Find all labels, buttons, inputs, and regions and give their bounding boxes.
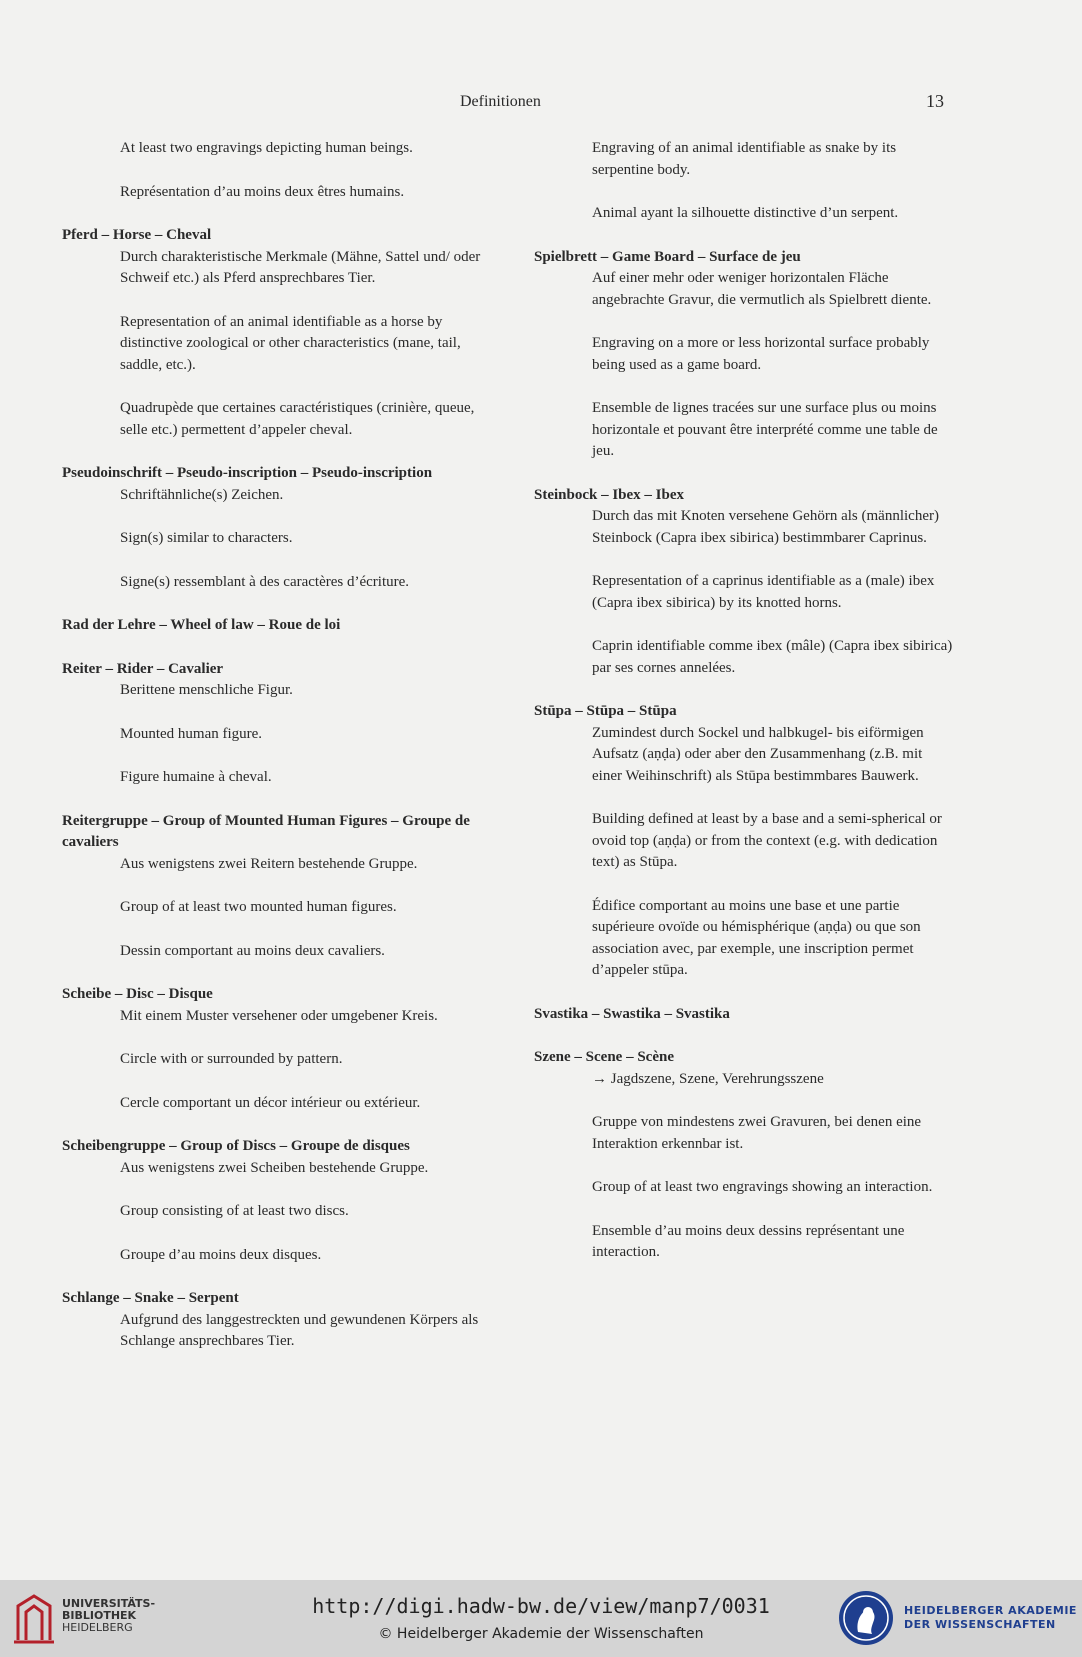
definition-text: Caprin identifiable comme ibex (mâle) (Capra ibex sibirica) par ses cornes annelées. — [592, 638, 953, 676]
entry-term: Pseudoinschrift – Pseudo-inscription – Pseudo-inscription — [62, 465, 433, 481]
definition-text: Zumindest durch Sockel und halbkugel- bis eiförmigen Aufsatz (aṇḍa) oder aber den Zusammenhang (z.B. mit einer Weihinschrift) als Stūpa bestimmbares Bauwerk. — [592, 724, 924, 784]
definition-text: Group of at least two engravings showing an interaction. — [592, 1179, 933, 1195]
glossary-entry — [534, 1004, 954, 1026]
definition-text: Animal ayant la silhouette distinctive d’un serpent. — [592, 205, 899, 221]
entry-term: Spielbrett – Game Board – Surface de jeu — [534, 248, 801, 265]
entry-term: Scheibengruppe – Group of Discs – Groupe de disques — [62, 1138, 410, 1154]
glossary-entry — [62, 811, 492, 963]
glossary-entry — [534, 1047, 954, 1264]
glossary-entry — [534, 701, 954, 982]
definition-text: Gruppe von mindestens zwei Gravuren, bei denen eine Interaktion erkennbar ist. — [592, 1114, 922, 1152]
definition-text: Durch das mit Knoten versehene Gehörn als (männlicher) Steinbock (Capra ibex sibirica) bestimmbarer Caprinus. — [592, 508, 939, 546]
academy-name: HEIDELBERGER AKADEMIE DER WISSENSCHAFTEN — [904, 1604, 1077, 1631]
definition-text: Durch charakteristische Merkmale (Mähne, Sattel und/ oder Schweif etc.) als Pferd ansprechbares Tier. — [120, 248, 481, 286]
definition-text: Mit einem Muster versehener oder umgebener Kreis. — [120, 1007, 438, 1024]
copyright-notice: © Heidelberger Akademie der Wissenschaften — [378, 1626, 704, 1642]
definition-text: Groupe d’au moins deux disques. — [120, 1246, 322, 1263]
definition-text: Édifice comportant au moins une base et une partie supérieure ovoïde ou hémisphérique (aṇḍa) ou que son association avec, par exemple, une inscription permet d’appeler stūpa. — [592, 897, 921, 978]
entry-term: Reitergruppe – Group of Mounted Human Figures – Groupe de cavaliers — [62, 812, 470, 850]
entry-term: Svastika – Swastika – Svastika — [534, 1005, 730, 1022]
page-number: 13 — [926, 91, 944, 111]
definition-text: Quadrupède que certaines caractéristiques (crinière, queue, selle etc.) permettent d’appeler cheval. — [120, 400, 475, 438]
entry-term: Steinbock – Ibex – Ibex — [534, 486, 685, 503]
definition-text: Figure humaine à cheval. — [120, 769, 272, 785]
definition-text: Representation of an animal identifiable as a horse by distinctive zoological or other characteristics (mane, tail, saddle, etc.). — [120, 313, 461, 373]
glossary-entry — [62, 659, 492, 789]
glossary-entry — [62, 984, 492, 1114]
definition-text: Aus wenigstens zwei Scheiben bestehende Gruppe. — [120, 1159, 429, 1176]
glossary-entry — [62, 1136, 492, 1266]
entry-term: Scheibe – Disc – Disque — [62, 986, 213, 1002]
definition-text: Dessin comportant au moins deux cavaliers. — [120, 942, 385, 959]
definition-text: Signe(s) ressemblant à des caractères d’écriture. — [120, 573, 410, 590]
cross-reference: → Jagdszene, Szene, Verehrungsszene — [592, 1069, 954, 1091]
definition-text: Engraving of an animal identifiable as snake by its serpentine body. — [592, 140, 897, 178]
glossary-entry — [534, 485, 954, 680]
definition-text: At least two engravings depicting human beings. — [120, 140, 413, 156]
definition-text: Mounted human figure. — [120, 725, 263, 742]
glossary-entry — [62, 1288, 492, 1353]
glossary-entry — [534, 247, 954, 463]
glossary-entry — [62, 225, 492, 441]
definition-text: Building defined at least by a base and a semi-spherical or ovoid top (aṇḍa) or from the context (e.g. with dedication text) as Stūpa. — [592, 811, 942, 870]
document-url-link[interactable]: http://digi.hadw-bw.de/view/manp7/0031 — [312, 1594, 770, 1618]
definition-text: Sign(s) similar to characters. — [120, 530, 293, 546]
definition-text: Ensemble de lignes tracées sur une surface plus ou moins horizontale et pouvant être interprété comme une table de jeu. — [592, 400, 938, 459]
entry-term: Schlange – Snake – Serpent — [62, 1290, 239, 1306]
definition-text: Aus wenigstens zwei Reitern bestehende Gruppe. — [120, 855, 418, 872]
definition-text: Auf einer mehr oder weniger horizontalen Fläche angebrachte Gravur, die vermutlich als Spielbrett diente. — [592, 270, 932, 308]
definition-text: Circle with or surrounded by pattern. — [120, 1051, 343, 1067]
left-column — [62, 138, 492, 1375]
entry-term: Rad der Lehre – Wheel of law – Roue de loi — [62, 617, 341, 633]
continued-entry — [120, 138, 492, 203]
definition-text: Engraving on a more or less horizontal surface probably being used as a game board. — [592, 335, 930, 373]
entry-term: Stūpa – Stūpa – Stūpa — [534, 703, 677, 719]
definition-text: Representation of a caprinus identifiable as a (male) ibex (Capra ibex sibirica) by its knotted horns. — [592, 573, 935, 611]
right-column — [534, 138, 954, 1286]
definition-text: Group consisting of at least two discs. — [120, 1203, 349, 1219]
definition-text: Aufgrund des langgestreckten und gewundenen Körpers als Schlange ansprechbares Tier. — [120, 1311, 479, 1349]
definition-text: Représentation d’au moins deux êtres humains. — [120, 183, 405, 200]
definition-text: Berittene menschliche Figur. — [120, 682, 293, 698]
definition-text: Schriftähnliche(s) Zeichen. — [120, 486, 284, 503]
entry-term: Pferd – Horse – Cheval — [62, 227, 212, 243]
glossary-entry — [62, 615, 492, 637]
academy-seal-icon — [836, 1588, 896, 1648]
running-header: Definitionen — [460, 93, 541, 110]
entry-term: Reiter – Rider – Cavalier — [62, 660, 224, 677]
glossary-entry — [62, 463, 492, 593]
continued-entry — [592, 138, 954, 225]
viewer-footer — [0, 1580, 1082, 1657]
definition-text: Group of at least two mounted human figures. — [120, 899, 397, 915]
definition-text: Ensemble d’au moins deux dessins représentant une interaction. — [592, 1222, 905, 1260]
university-library-name: UNIVERSITÄTS- BIBLIOTHEK HEIDELBERG — [62, 1597, 156, 1634]
definition-text: Cercle comportant un décor intérieur ou extérieur. — [120, 1094, 421, 1111]
entry-term: Szene – Scene – Scène — [534, 1049, 674, 1065]
